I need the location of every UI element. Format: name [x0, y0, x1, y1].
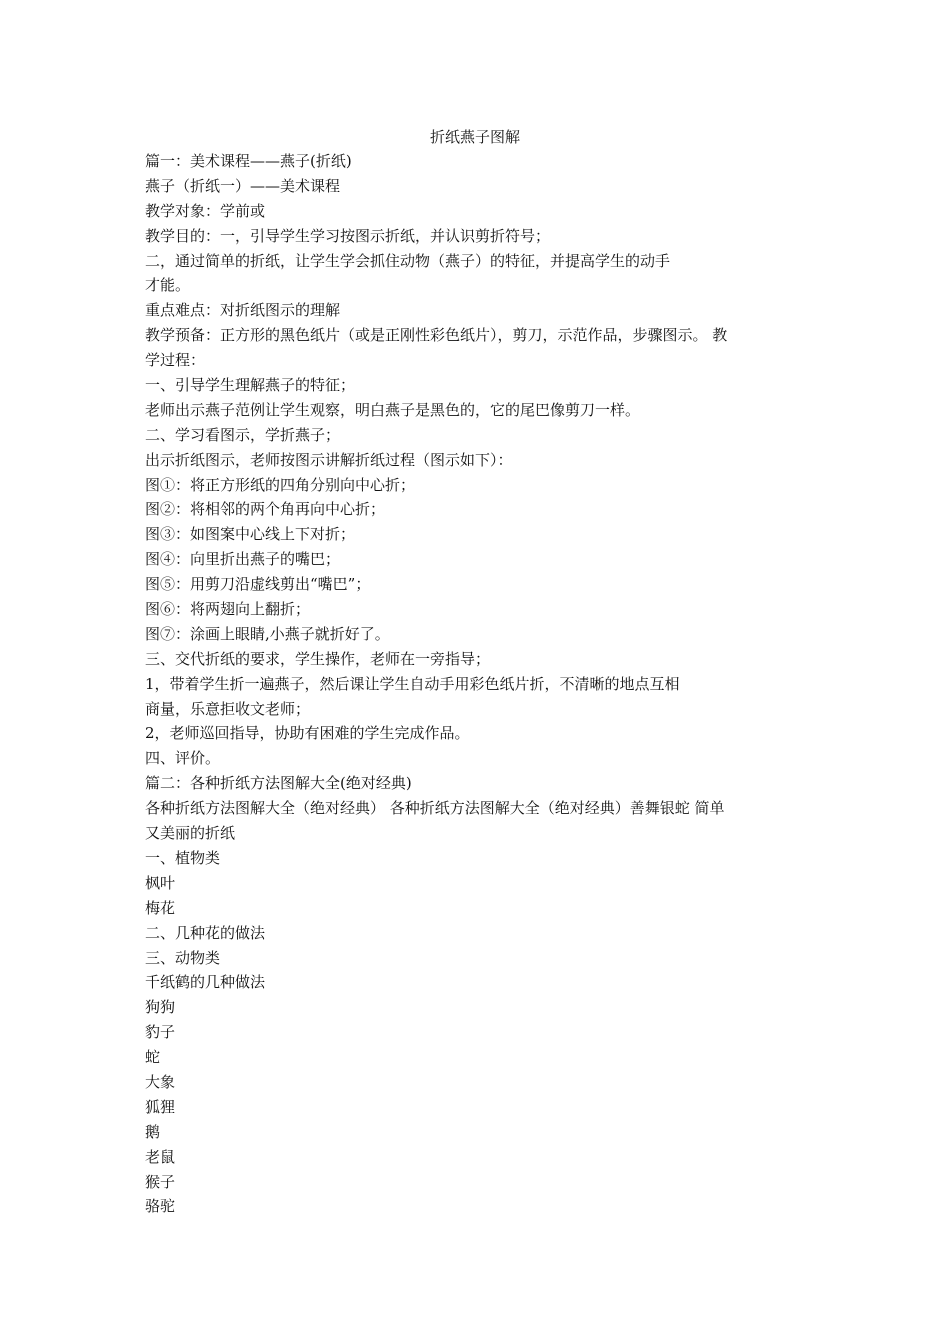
text-line: 1，带着学生折一遍燕子，然后课让学生自动手用彩色纸片折，不清晰的地点互相	[145, 674, 680, 693]
text-line: 千纸鹤的几种做法	[145, 973, 266, 992]
text-line: 四、评价。	[145, 749, 221, 768]
text-line: 一、引导学生理解燕子的特征；	[145, 376, 356, 395]
text-line: 三、交代折纸的要求，学生操作，老师在一旁指导；	[145, 649, 491, 668]
text-line: 图⑦：涂画上眼睛,小燕子就折好了。	[145, 624, 390, 643]
text-line: 图⑥：将两翅向上翻折；	[145, 600, 311, 619]
text-line: 图③：如图案中心线上下对折；	[145, 525, 356, 544]
document-body	[145, 149, 815, 1219]
text-line: 出示折纸图示，老师按图示讲解折纸过程（图示如下）：	[145, 450, 513, 469]
text-line: 又美丽的折纸	[145, 824, 236, 843]
text-line: 豹子	[145, 1023, 176, 1042]
text-line: 图②：将相邻的两个角再向中心折；	[145, 500, 386, 519]
text-line: 梅花	[145, 898, 176, 917]
text-line: 猴子	[145, 1172, 176, 1191]
text-line: 鹅	[145, 1122, 161, 1141]
text-line: 骆驼	[145, 1197, 176, 1216]
text-line: 老师出示燕子范例让学生观察，明白燕子是黑色的，它的尾巴像剪刀一样。	[145, 400, 641, 419]
text-line: 学过程：	[145, 351, 206, 370]
text-line: 图④：向里折出燕子的嘴巴；	[145, 550, 341, 569]
text-line: 篇二：各种折纸方法图解大全(绝对经典)	[145, 774, 412, 793]
text-line: 狗狗	[145, 998, 176, 1017]
document-title: 折纸燕子图解	[429, 128, 520, 146]
text-line: 燕子（折纸一）——美术课程	[145, 176, 341, 195]
text-line: 图①：将正方形纸的四角分别向中心折；	[145, 475, 416, 494]
text-line: 二，通过简单的折纸，让学生学会抓住动物（燕子）的特征，并提高学生的动手	[145, 251, 671, 270]
text-line: 2，老师巡回指导，协助有困难的学生完成作品。	[145, 724, 470, 743]
text-line: 篇一：美术课程——燕子(折纸)	[145, 152, 352, 170]
text-line: 狐狸	[145, 1097, 176, 1116]
text-line: 一、植物类	[145, 848, 221, 867]
text-line: 大象	[145, 1072, 176, 1091]
text-line: 才能。	[145, 276, 191, 295]
text-line: 教学目的：一，引导学生学习按图示折纸，并认识剪折符号；	[145, 226, 551, 245]
text-line: 老鼠	[145, 1147, 176, 1166]
text-line: 二、几种花的做法	[145, 923, 266, 942]
text-line: 商量，乐意拒收文老师；	[145, 699, 311, 718]
text-line: 蛇	[145, 1048, 161, 1067]
text-line: 教学对象：学前或	[145, 201, 266, 220]
text-line: 枫叶	[145, 873, 176, 892]
text-line: 重点难点：对折纸图示的理解	[145, 301, 341, 320]
text-line: 图⑤：用剪刀沿虚线剪出“嘴巴”；	[145, 575, 371, 594]
text-line: 各种折纸方法图解大全（绝对经典） 各种折纸方法图解大全（绝对经典）善舞银蛇 简单	[145, 799, 725, 818]
text-line: 二、学习看图示，学折燕子；	[145, 425, 341, 444]
text-line: 三、动物类	[145, 948, 221, 967]
text-line: 教学预备：正方形的黑色纸片（或是正刚性彩色纸片），剪刀，示范作品，步骤图示。 教	[145, 326, 728, 345]
